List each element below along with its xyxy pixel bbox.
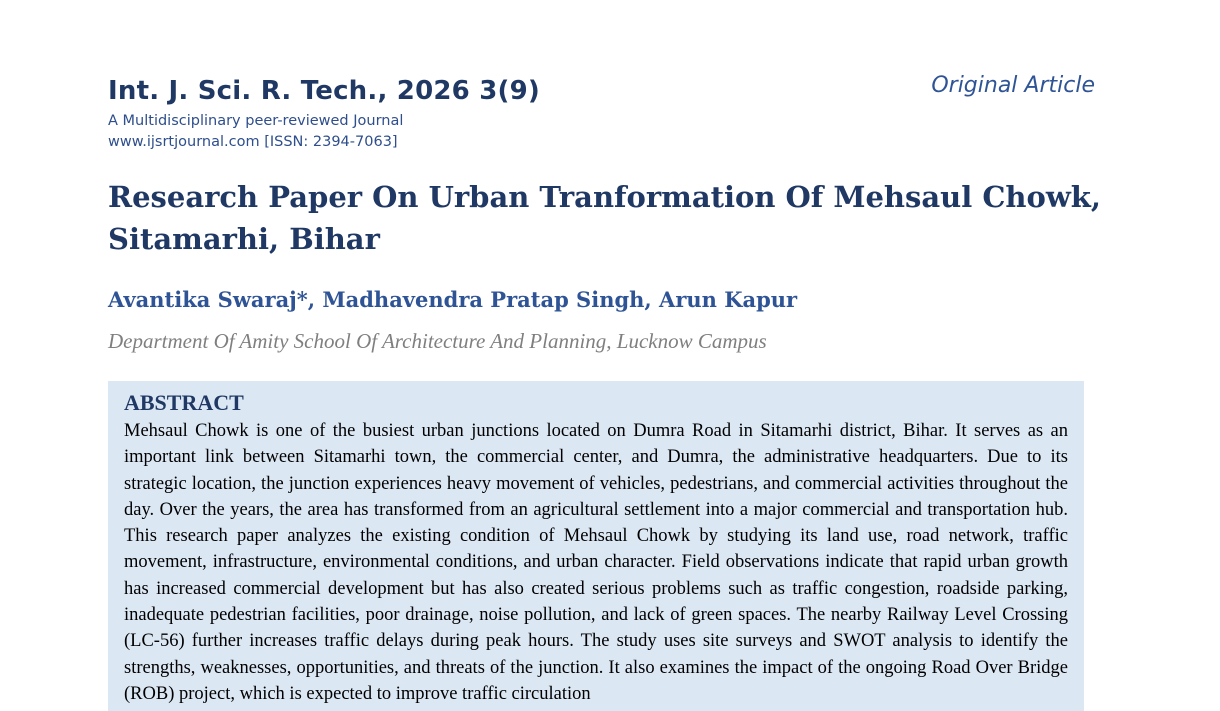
abstract-heading: ABSTRACT — [124, 390, 244, 415]
author-affiliation: Department Of Amity School Of Architecture And Planning, Lucknow Campus — [108, 329, 767, 353]
journal-website: www.ijsrtjournal.com [ISSN: 2394-7063] — [108, 134, 398, 150]
journal-title: Int. J. Sci. R. Tech., 2026 3(9) — [108, 76, 540, 106]
journal-header — [108, 74, 540, 153]
abstract-box — [108, 381, 1084, 711]
article-type-label: Original Article — [931, 73, 1095, 98]
author-list: Avantika Swaraj*, Madhavendra Pratap Singh, Arun Kapur — [108, 287, 798, 312]
abstract-text: Mehsaul Chowk is one of the busiest urban junctions located on Dumra Road in Sitamarhi district, Bihar. It serves as an important link between Sitamarhi town, the commercial center, and Dumra, the administrative headquarters. Due to its strategic location, the junction experiences heavy movement of vehicles, pedestrians, and commercial activities throughout the day. Over the years, the area has transformed from an agricultural settlement into a major commercial and transportation hub. This research paper analyzes the existing condition of Mehsaul Chowk by studying its land use, road network, traffic movement, infrastructure, environmental conditions, and urban character. Field observations indicate that rapid urban growth has increased commercial development but has also created serious problems such as traffic congestion, roadside parking, inadequate pedestrian facilities, poor drainage, noise pollution, and lack of green spaces. The nearby Railway Level Crossing (LC-56) further increases traffic delays during peak hours. The study uses site surveys and SWOT analysis to identify the strengths, weaknesses, opportunities, and threats of the junction. It also examines the impact of the ongoing Road Over Bridge (ROB) project, which is expected to improve traffic circulation — [124, 421, 1068, 704]
journal-subtitle: A Multidisciplinary peer-reviewed Journal — [108, 113, 404, 129]
paper-title: Research Paper On Urban Tranformation Of Mehsaul Chowk, Sitamarhi, Bihar — [108, 180, 1101, 256]
